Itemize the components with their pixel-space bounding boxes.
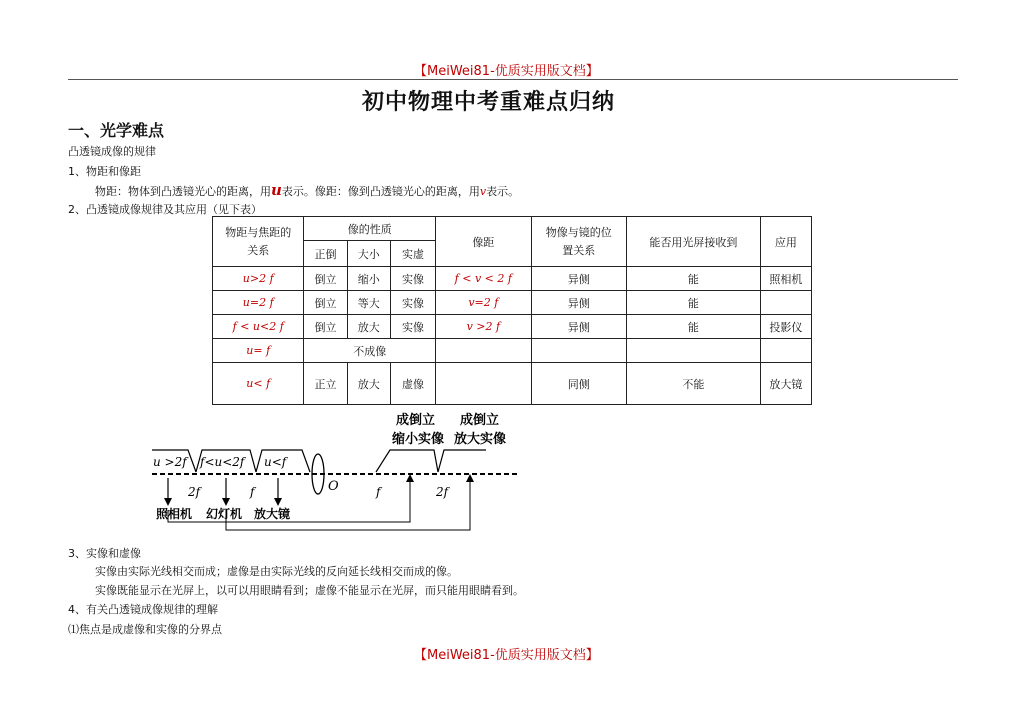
label-sub-1: 缩小实像 bbox=[392, 432, 445, 447]
tick-f-right: f bbox=[376, 485, 381, 499]
cell-image-distance: f < v < 2 f bbox=[436, 267, 531, 291]
cell-position bbox=[531, 339, 626, 363]
item-3-line-2: 实像既能显示在光屏上，以可以用眼睛看到；虚像不能显示在光屏，而只能用眼睛看到。 bbox=[95, 584, 524, 597]
cell-upright: 正立 bbox=[304, 363, 347, 405]
subtitle: 凸透镜成像的规律 bbox=[68, 145, 156, 158]
header-size: 大小 bbox=[347, 241, 390, 267]
cell-application: 照相机 bbox=[760, 267, 811, 291]
cell-application bbox=[760, 339, 811, 363]
cell-real-virtual: 实像 bbox=[390, 267, 435, 291]
cell-size: 放大 bbox=[347, 315, 390, 339]
lens-imaging-table bbox=[212, 216, 812, 405]
header-watermark: 【MeiWei81-优质实用版文档】 bbox=[414, 64, 599, 79]
label-top-2: 成倒立 bbox=[460, 413, 500, 428]
cell-image-distance: v=2 f bbox=[436, 291, 531, 315]
item-1-text-b: 表示。像距：像到凸透镜光心的距离，用 bbox=[281, 185, 480, 198]
link-arrow-1 bbox=[406, 474, 414, 482]
cell-image-distance bbox=[436, 363, 531, 405]
arrow-projector-head bbox=[222, 498, 230, 506]
item-2: 2、凸透镜成像规律及其应用（见下表） bbox=[68, 203, 262, 216]
app-projector: 幻灯机 bbox=[206, 507, 243, 521]
label-sub-2: 放大实像 bbox=[454, 432, 507, 447]
section-heading: 一、光学难点 bbox=[68, 121, 165, 140]
cell-real-virtual: 实像 bbox=[390, 315, 435, 339]
region-1-label: u >2f bbox=[153, 455, 187, 469]
cell-position: 异侧 bbox=[531, 291, 626, 315]
cell-screen: 能 bbox=[627, 291, 761, 315]
header-object-focus: 物距与焦距的关系 bbox=[213, 217, 304, 267]
cell-size: 缩小 bbox=[347, 267, 390, 291]
cell-upright: 倒立 bbox=[304, 315, 347, 339]
arrow-magnifier-head bbox=[274, 498, 282, 506]
arrow-camera-head bbox=[164, 498, 172, 506]
cell-screen: 能 bbox=[627, 315, 761, 339]
cell-upright: 倒立 bbox=[304, 267, 347, 291]
cell-position: 同侧 bbox=[531, 363, 626, 405]
item-1: 1、物距和像距 bbox=[68, 165, 141, 178]
header-rule bbox=[68, 79, 958, 80]
header-image-nature: 像的性质 bbox=[304, 217, 436, 241]
item-1-text-c: 表示。 bbox=[486, 185, 520, 198]
cell-condition: u=2 f bbox=[213, 291, 304, 315]
tick-f-left: f bbox=[250, 485, 255, 499]
item-3: 3、实像和虚像 bbox=[68, 547, 141, 560]
cell-size: 放大 bbox=[347, 363, 390, 405]
item-1-text bbox=[95, 181, 519, 199]
cell-condition: u< f bbox=[213, 363, 304, 405]
cell-condition: u= f bbox=[213, 339, 304, 363]
cell-real-virtual: 虚像 bbox=[390, 363, 435, 405]
label-top-1: 成倒立 bbox=[396, 413, 436, 428]
app-magnifier: 放大镜 bbox=[254, 507, 291, 521]
lens-label: O bbox=[328, 479, 339, 494]
footer-watermark: 【MeiWei81-优质实用版文档】 bbox=[414, 648, 599, 663]
cell-application bbox=[760, 291, 811, 315]
tick-2f-right: 2f bbox=[436, 485, 449, 499]
symbol-u: u bbox=[271, 181, 282, 199]
table-row bbox=[213, 291, 812, 315]
cell-upright: 倒立 bbox=[304, 291, 347, 315]
header-position: 物像与镜的位置关系 bbox=[531, 217, 626, 267]
cell-size: 等大 bbox=[347, 291, 390, 315]
region-2-label: f<u<2f bbox=[200, 455, 245, 469]
header-real-virtual: 实虚 bbox=[390, 241, 435, 267]
cell-no-image: 不成像 bbox=[304, 339, 436, 363]
app-camera: 照相机 bbox=[156, 507, 193, 521]
cell-condition: u>2 f bbox=[213, 267, 304, 291]
cell-condition: f < u<2 f bbox=[213, 315, 304, 339]
table-row bbox=[213, 363, 812, 405]
cell-image-distance: v >2 f bbox=[436, 315, 531, 339]
tick-2f-left: 2f bbox=[188, 485, 201, 499]
link-arrow-2 bbox=[466, 474, 474, 482]
table-row bbox=[213, 315, 812, 339]
lens-imaging-diagram bbox=[140, 406, 530, 542]
cell-screen: 能 bbox=[627, 267, 761, 291]
image-bracket-2 bbox=[438, 450, 486, 472]
cell-real-virtual: 实像 bbox=[390, 291, 435, 315]
cell-application: 投影仪 bbox=[760, 315, 811, 339]
page-title: 初中物理中考重难点归纳 bbox=[362, 90, 616, 115]
table-row bbox=[213, 339, 812, 363]
table-row bbox=[213, 267, 812, 291]
item-3-line-1: 实像由实际光线相交而成；虚像是由实际光线的反向延长线相交而成的像。 bbox=[95, 565, 458, 578]
cell-application: 放大镜 bbox=[760, 363, 811, 405]
region-3-label: u<f bbox=[264, 455, 287, 469]
header-application: 应用 bbox=[760, 217, 811, 267]
item-4-1: ⑴焦点是成虚像和实像的分界点 bbox=[68, 623, 222, 636]
cell-image-distance bbox=[436, 339, 531, 363]
header-upright: 正倒 bbox=[304, 241, 347, 267]
header-screen: 能否用光屏接收到 bbox=[627, 217, 761, 267]
cell-position: 异侧 bbox=[531, 267, 626, 291]
symbol-v: v bbox=[479, 185, 487, 198]
cell-screen bbox=[627, 339, 761, 363]
item-4: 4、有关凸透镜成像规律的理解 bbox=[68, 603, 218, 616]
item-1-text-a: 物距：物体到凸透镜光心的距离，用 bbox=[95, 185, 271, 198]
image-bracket-1 bbox=[376, 450, 438, 472]
cell-position: 异侧 bbox=[531, 315, 626, 339]
cell-screen: 不能 bbox=[627, 363, 761, 405]
header-image-distance: 像距 bbox=[436, 217, 531, 267]
